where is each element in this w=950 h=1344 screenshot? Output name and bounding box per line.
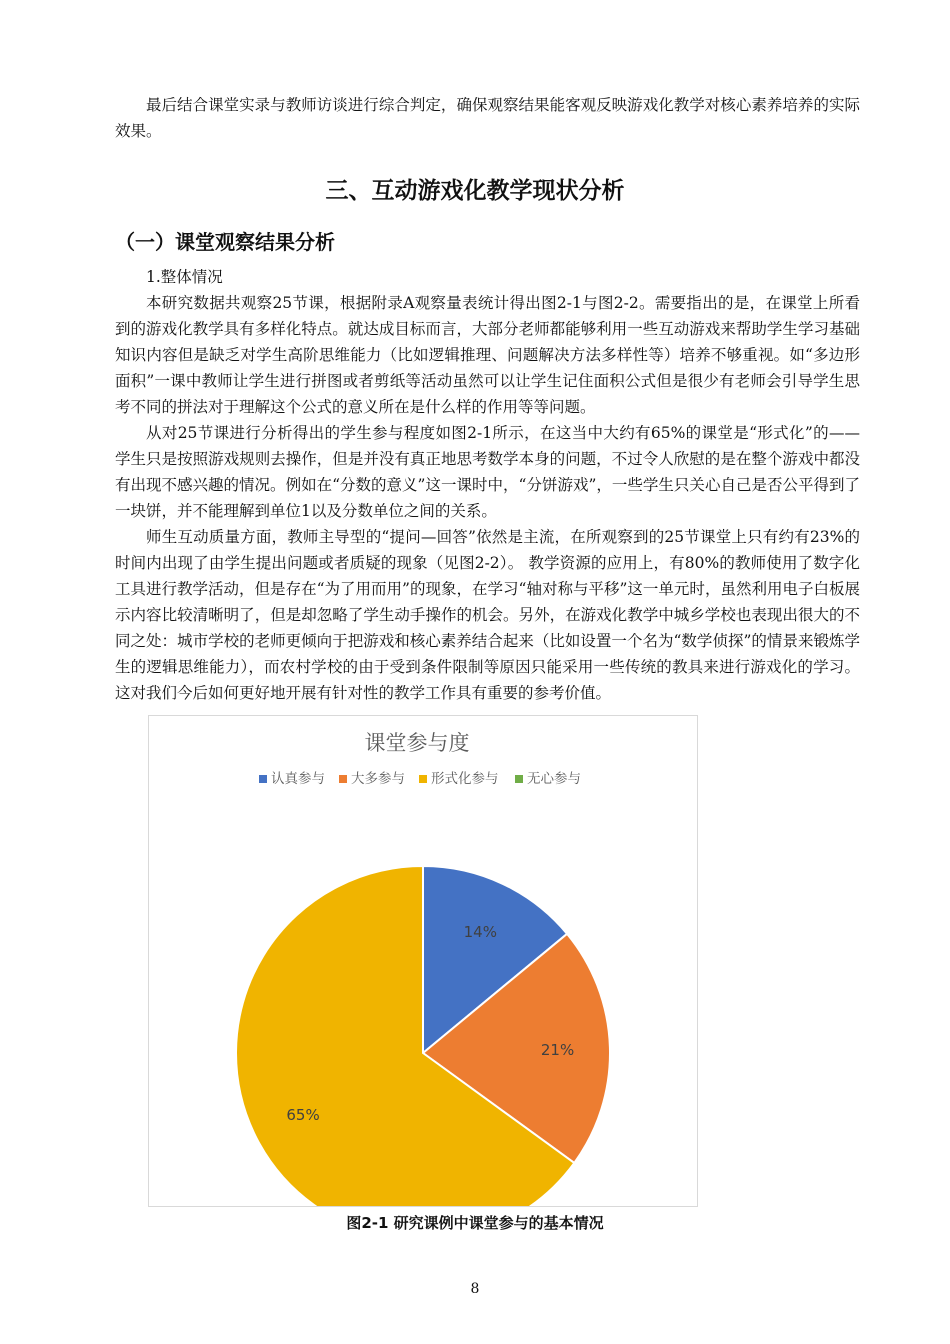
legend-label-1: 认真参与 <box>271 771 325 787</box>
legend-label-2: 大多参与 <box>351 771 405 787</box>
paragraph-intro-end: 最后结合课堂实录与教师访谈进行综合判定，确保观察结果能客观反映游戏化教学对核心素养培养的实际效果。 <box>115 96 860 140</box>
pie-data-label-1: 14% <box>463 923 497 942</box>
paragraph-participation: 从对25节课进行分析得出的学生参与程度如图2-1所示，在这当中大约有65%的课堂是“形式化”的——学生只是按照游戏规则去操作，但是并没有真正地思考数学本身的问题，不过令人欣慰的是在整个游戏中都没有出现不感兴趣的情况。例如在“分数的意义”这一课时中，“分饼游戏”，一些学生只关心自己是否公平得到了一块饼，并不能理解到单位1以及分数单位之间的关系。 <box>115 424 860 520</box>
legend-swatch-2 <box>339 775 347 783</box>
legend-label-4: 无心参与 <box>527 771 581 787</box>
pie-data-label-2: 21% <box>540 1040 575 1059</box>
pie-chart-frame <box>148 715 698 1207</box>
paragraph-overview: 本研究数据共观察25节课，根据附录A观察量表统计得出图2-1与图2-2。需要指出的是，在课堂上所看到的游戏化教学具有多样化特点。就达成目标而言，大部分老师都能够利用一些互动游戏来帮助学生学习基础知识内容但是缺乏对学生高阶思维能力（比如逻辑推理、问题解决方法多样性等）培养不够重视。如“多边形面积”一课中教师让学生进行拼图或者剪纸等活动虽然可以让学生记住面积公式但是很少有老师会引导学生思考不同的拼法对于理解这个公式的意义所在是什么样的作用等等问题。 <box>115 294 860 416</box>
page-number: 8 <box>470 1281 480 1297</box>
legend-swatch-1 <box>259 775 267 783</box>
figure-caption: 图2-1 研究课例中课堂参与的基本情况 <box>346 1214 604 1232</box>
chart-title: 课堂参与度 <box>364 731 470 755</box>
pie-chart <box>149 716 697 1206</box>
pie-data-label-3: 65% <box>286 1106 320 1125</box>
legend-swatch-3 <box>419 775 427 783</box>
subsection-heading: （一）课堂观察结果分析 <box>115 230 335 254</box>
paragraph-interaction: 师生互动质量方面，教师主导型的“提问—回答”依然是主流，在所观察到的25节课堂上只有约有23%的时间内出现了由学生提出问题或者质疑的现象（见图2-2）。 教学资源的应用上，有80%的教师使用了数字化工具进行教学活动，但是存在“为了用而用”的现象，在学习“轴对称与平移”这一单元时，虽然利用电子白板展示内容比较清晰明了，但是却忽略了学生动手操作的机会。另外，在游戏化教学中城乡学校也表现出很大的不同之处：城市学校的老师更倾向于把游戏和核心素养结合起来（比如设置一个名为“数学侦探”的情景来锻炼学生的逻辑思维能力），而农村学校的由于受到条件限制等原因只能采用一些传统的教具来进行游戏化的学习。这对我们今后如何更好地开展有针对性的教学工作具有重要的参考价值。 <box>115 528 860 702</box>
legend-swatch-4 <box>515 775 523 783</box>
chart-legend <box>259 770 581 787</box>
legend-label-3: 形式化参与 <box>431 771 499 787</box>
item-heading: 1.整体情况 <box>146 268 223 286</box>
section-heading: 三、互动游戏化教学现状分析 <box>325 178 625 204</box>
pie-slices <box>236 866 610 1206</box>
